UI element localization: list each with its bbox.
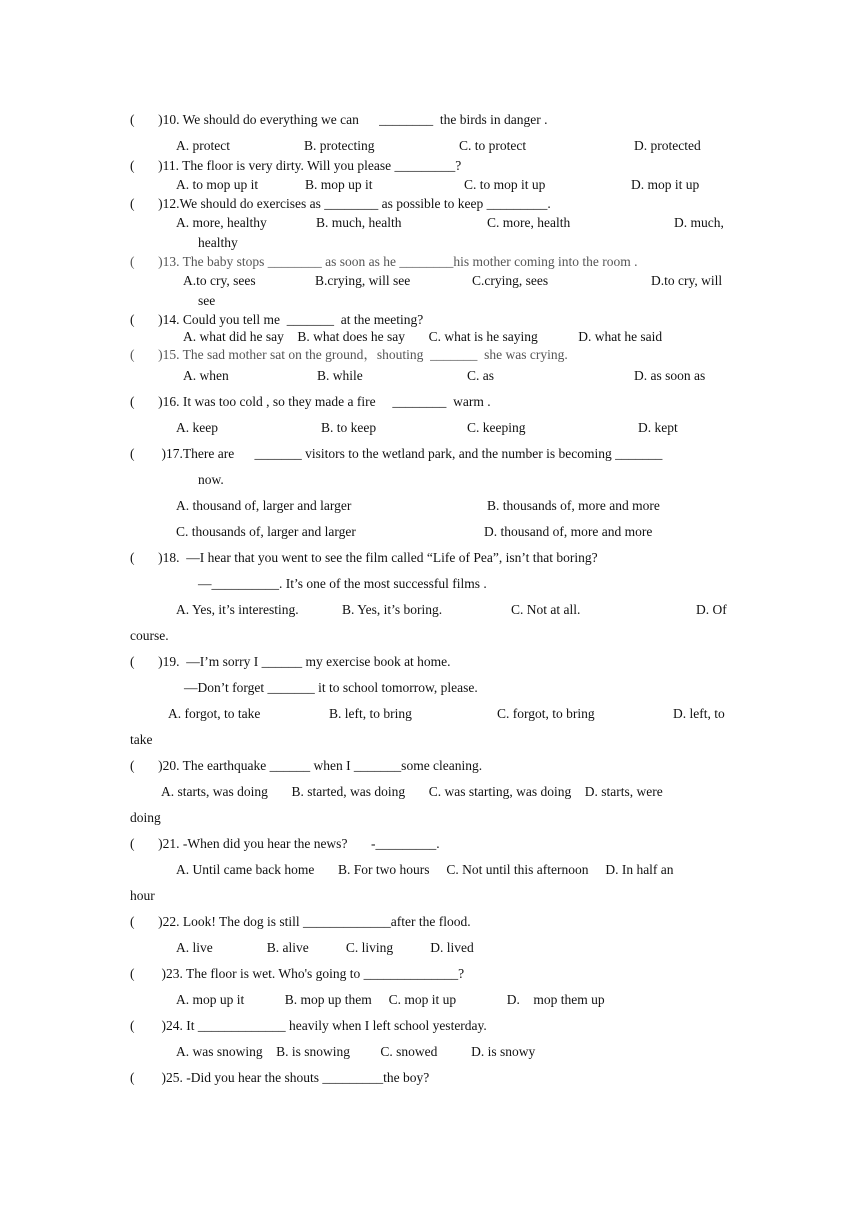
question-23: ( )23. The floor is wet. Who's going to ______________? bbox=[130, 966, 465, 981]
q12-option-b: B. much, health bbox=[316, 215, 402, 230]
q16-option-c: C. keeping bbox=[467, 420, 526, 435]
q13-option-a: A.to cry, sees bbox=[183, 273, 256, 288]
q18-option-d-cont: course. bbox=[130, 628, 169, 643]
question-10: ( )10. We should do everything we can ________ the birds in danger . bbox=[130, 112, 548, 127]
question-24: ( )24. It _____________ heavily when I left school yesterday. bbox=[130, 1018, 487, 1033]
question-14: ( )14. Could you tell me _______ at the meeting? bbox=[130, 312, 424, 327]
q19-option-b: B. left, to bring bbox=[329, 706, 412, 721]
q13-option-b: B.crying, will see bbox=[315, 273, 411, 288]
q13-option-d-cont: see bbox=[198, 293, 216, 308]
q10-option-c: C. to protect bbox=[459, 138, 527, 153]
q19-option-d: D. left, to bbox=[673, 706, 725, 721]
q18-option-b: B. Yes, it’s boring. bbox=[342, 602, 443, 617]
question-20: ( )20. The earthquake ______ when I _______some cleaning. bbox=[130, 758, 483, 773]
question-15: ( )15. The sad mother sat on the ground，shouting _______ she was crying. bbox=[130, 347, 568, 362]
question-19-reply: —Don’t forget _______ it to school tomorrow, please. bbox=[184, 680, 478, 695]
q10-option-a: A. protect bbox=[176, 138, 230, 153]
q15-option-d: D. as soon as bbox=[634, 368, 706, 383]
q15-option-a: A. when bbox=[183, 368, 229, 383]
question-18: ( )18. —I hear that you went to see the film called “Life of Pea”, isn’t that boring? bbox=[130, 550, 598, 565]
question-21: ( )21. -When did you hear the news? -_________. bbox=[130, 836, 440, 851]
question-12: ( )12.We should do exercises as ________ as possible to keep _________. bbox=[130, 196, 551, 211]
q21-options-cont: hour bbox=[130, 888, 155, 903]
q20-options: A. starts, was doing B. started, was doing C. was starting, was doing D. starts, were bbox=[161, 784, 663, 799]
question-17-cont: now. bbox=[198, 472, 224, 487]
question-19: ( )19. —I’m sorry I ______ my exercise book at home. bbox=[130, 654, 451, 669]
q19-option-d-cont: take bbox=[130, 732, 153, 747]
q15-option-b: B. while bbox=[317, 368, 363, 383]
question-16: ( )16. It was too cold , so they made a fire ________ warm . bbox=[130, 394, 491, 409]
question-11: ( )11. The floor is very dirty. Will you please _________? bbox=[130, 158, 462, 173]
q17-option-c: C. thousands of, larger and larger bbox=[176, 524, 356, 539]
q12-option-a: A. more, healthy bbox=[176, 215, 267, 230]
q22-options: A. live B. alive C. living D. lived bbox=[176, 940, 474, 955]
q17-option-d: D. thousand of, more and more bbox=[484, 524, 653, 539]
q11-option-c: C. to mop it up bbox=[464, 177, 546, 192]
q13-option-c: C.crying, sees bbox=[472, 273, 549, 288]
q16-option-b: B. to keep bbox=[321, 420, 377, 435]
question-25: ( )25. -Did you hear the shouts _________the boy? bbox=[130, 1070, 430, 1085]
q18-option-d: D. Of bbox=[696, 602, 727, 617]
q18-option-c: C. Not at all. bbox=[511, 602, 581, 617]
q12-option-d: D. much, bbox=[674, 215, 724, 230]
q21-options: A. Until came back home B. For two hours C. Not until this afternoon D. In half an bbox=[176, 862, 674, 877]
q13-option-d: D.to cry, will bbox=[651, 273, 723, 288]
q12-option-d-cont: healthy bbox=[198, 235, 238, 250]
q12-option-c: C. more, health bbox=[487, 215, 571, 230]
q18-option-a: A. Yes, it’s interesting. bbox=[176, 602, 299, 617]
q20-options-cont: doing bbox=[130, 810, 161, 825]
q15-option-c: C. as bbox=[467, 368, 494, 383]
q24-options: A. was snowing B. is snowing C. snowed D. is snowy bbox=[176, 1044, 536, 1059]
question-22: ( )22. Look! The dog is still _____________after the flood. bbox=[130, 914, 471, 929]
q17-option-b: B. thousands of, more and more bbox=[487, 498, 660, 513]
q17-option-a: A. thousand of, larger and larger bbox=[176, 498, 352, 513]
q23-options: A. mop up it B. mop up them C. mop it up D. mop them up bbox=[176, 992, 605, 1007]
q19-option-c: C. forgot, to bring bbox=[497, 706, 595, 721]
q14-options: A. what did he say B. what does he say C. what is he saying D. what he said bbox=[183, 329, 663, 344]
q19-option-a: A. forgot, to take bbox=[168, 706, 261, 721]
q16-option-d: D. kept bbox=[638, 420, 678, 435]
q11-option-d: D. mop it up bbox=[631, 177, 700, 192]
question-13: ( )13. The baby stops ________ as soon as he ________his mother coming into the room . bbox=[130, 254, 638, 269]
q10-option-d: D. protected bbox=[634, 138, 701, 153]
question-18-reply: —__________. It’s one of the most successful films . bbox=[198, 576, 487, 591]
question-17: ( )17.There are _______ visitors to the wetland park, and the number is becoming _______ bbox=[130, 446, 663, 461]
q11-option-a: A. to mop up it bbox=[176, 177, 259, 192]
q16-option-a: A. keep bbox=[176, 420, 218, 435]
q10-option-b: B. protecting bbox=[304, 138, 375, 153]
q11-option-b: B. mop up it bbox=[305, 177, 373, 192]
